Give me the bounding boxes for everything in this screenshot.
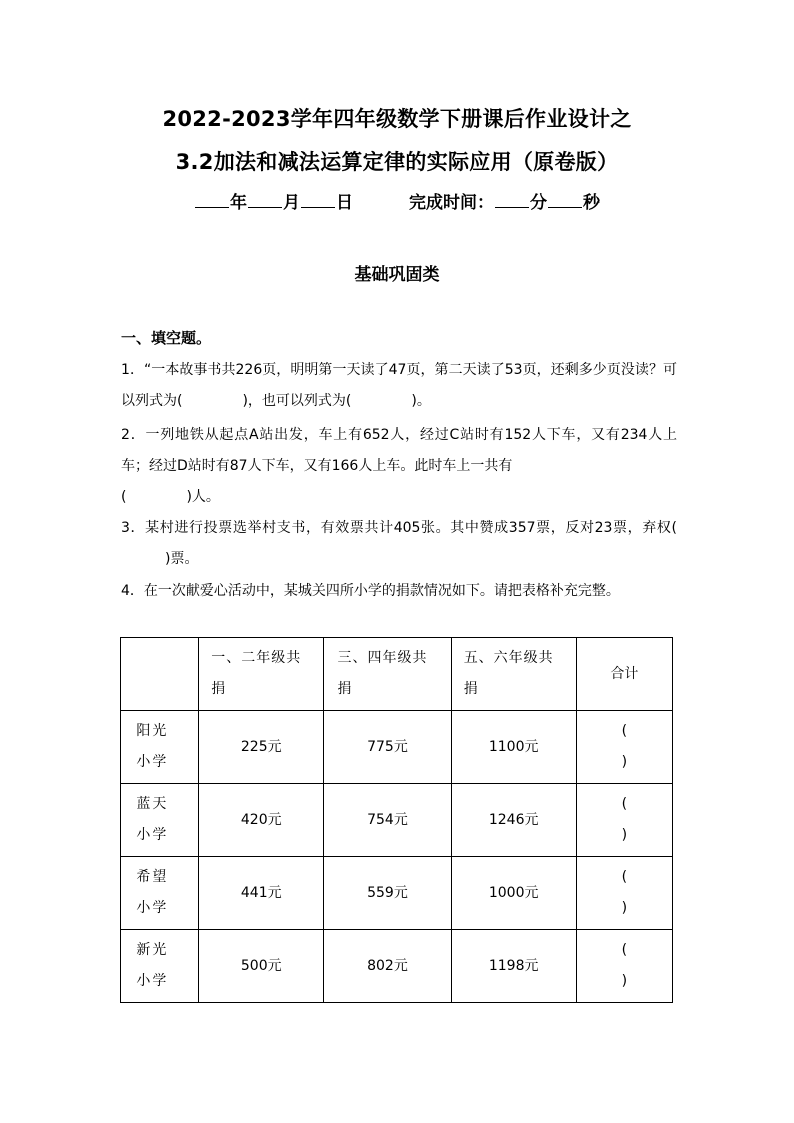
header-cell-grade-5-6: 五、六年级共捐 [451,638,576,711]
question-2-text-b: ( [121,489,127,505]
question-3-text-a: 3．某村进行投票选举村支书，有效票共计405张。其中赞成357票，反对23票，弃权( [121,520,677,536]
grade-5-6-amount: 1198元 [451,930,576,1003]
grade-5-6-amount: 1246元 [451,784,576,857]
grade-3-4-amount: 559元 [324,857,451,930]
question-3 [121,513,677,575]
table-row [121,857,673,930]
question-2 [121,420,677,513]
total-answer-cell[interactable]: ( ) [576,711,672,784]
minutes-label: 分 [530,193,547,213]
time-label: 完成时间： [409,193,494,213]
seconds-blank[interactable] [548,193,582,208]
total-answer-cell[interactable]: ( ) [576,930,672,1003]
question-2-text-c: )人。 [186,489,220,505]
school-name: 蓝天小学 [121,784,199,857]
grade-1-2-amount: 420元 [199,784,324,857]
grade-3-4-amount: 754元 [324,784,451,857]
minutes-blank[interactable] [495,193,529,208]
date-line [0,188,794,213]
school-name: 希望小学 [121,857,199,930]
total-answer-cell[interactable]: ( ) [576,857,672,930]
header-cell-empty [121,638,199,711]
day-label: 日 [336,193,353,213]
table-row [121,711,673,784]
school-name: 新光小学 [121,930,199,1003]
section-title: 基础巩固类 [354,265,440,285]
title-line-2: 3.2加法和减法运算定律的实际应用（原卷版） [175,150,619,174]
donation-table [120,637,673,1003]
grade-3-4-amount: 775元 [324,711,451,784]
grade-3-4-amount: 802元 [324,930,451,1003]
question-4: 4．在一次献爱心活动中，某城关四所小学的捐款情况如下。请把表格补充完整。 [121,583,620,599]
year-label: 年 [230,193,247,213]
table-header-row [121,638,673,711]
header-cell-grade-1-2: 一、二年级共捐 [199,638,324,711]
grade-1-2-amount: 225元 [199,711,324,784]
month-blank[interactable] [248,193,282,208]
header-cell-total: 合计 [576,638,672,711]
school-name: 阳光小学 [121,711,199,784]
grade-1-2-amount: 500元 [199,930,324,1003]
month-label: 月 [283,193,300,213]
title-line-1: 2022-2023学年四年级数学下册课后作业设计之 [162,107,632,131]
table-row [121,930,673,1003]
day-blank[interactable] [301,193,335,208]
header-cell-grade-3-4: 三、四年级共捐 [324,638,451,711]
grade-5-6-amount: 1100元 [451,711,576,784]
question-1-text-a: 1．“一本故事书共226页，明明第一天读了47页，第二天读了53页，还剩多少页没读？可以列式为( [121,362,677,409]
seconds-label: 秒 [583,193,600,213]
question-3-text-b: )票。 [165,551,199,567]
grade-5-6-amount: 1000元 [451,857,576,930]
table-row [121,784,673,857]
question-2-text-a: 2．一列地铁从起点A站出发，车上有652人，经过C站时有152人下车，又有234人上车；经过D站时有87人下车，又有166人上车。此时车上一共有 [121,427,677,474]
year-blank[interactable] [195,193,229,208]
grade-1-2-amount: 441元 [199,857,324,930]
total-answer-cell[interactable]: ( ) [576,784,672,857]
question-1-text-c: )。 [411,393,431,409]
question-1-text-b: )，也可以列式为( [242,393,352,409]
question-1 [121,355,677,417]
part-heading: 一、填空题。 [121,329,212,347]
